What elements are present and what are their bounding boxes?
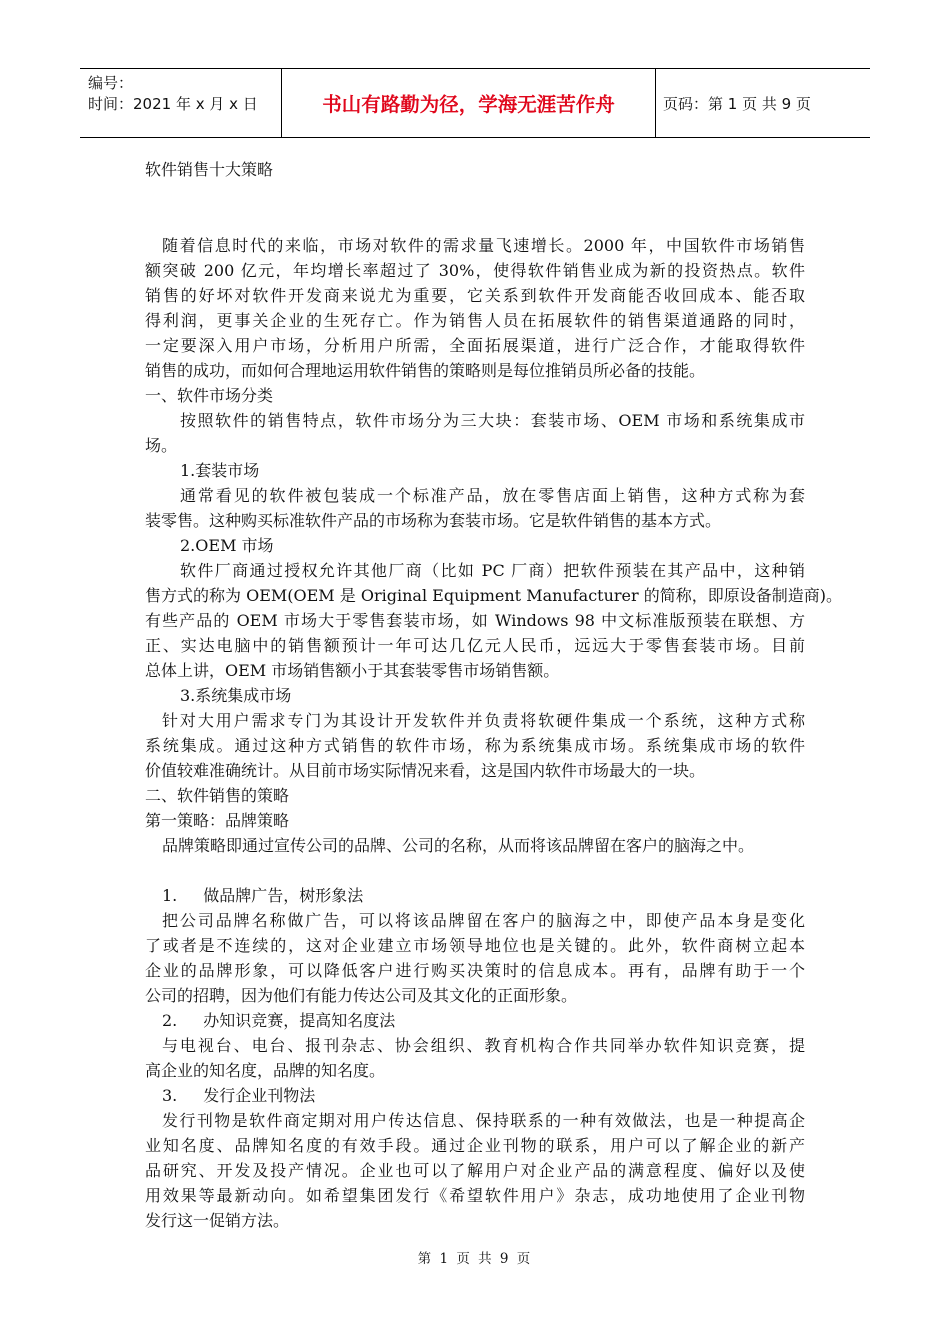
page-header xyxy=(80,68,870,138)
item-number: 1. xyxy=(162,886,178,905)
paragraph-line: 额突破 200 亿元，年均增长率超过了 30%，使得软件销售业成为新的投资热点。软件 xyxy=(145,261,805,280)
paragraph-line: 价值较难准确统计。从目前市场实际情况来看，这是国内软件市场最大的一块。 xyxy=(145,761,706,780)
header-meta xyxy=(88,73,278,115)
paragraph-line: 用效果等最新动向。如希望集团发行《希望软件用户》杂志，成功地使用了企业刊物 xyxy=(145,1186,805,1205)
paragraph-line: 软件厂商通过授权允许其他厂商（比如 PC 厂商）把软件预装在其产品中，这种销 xyxy=(180,561,805,580)
paragraph-line: 有些产品的 OEM 市场大于零售套装市场，如 Windows 98 中文标准版预装在联想、方 xyxy=(145,611,805,630)
document-title: 软件销售十大策略 xyxy=(145,160,274,179)
numbered-item xyxy=(162,1086,315,1106)
header-divider xyxy=(655,69,656,137)
paragraph-line: 发行刊物是软件商定期对用户传达信息、保持联系的一种有效做法，也是一种提高企 xyxy=(162,1111,805,1130)
paragraph-line: 通常看见的软件被包装成一个标准产品，放在零售店面上销售，这种方式称为套 xyxy=(180,486,805,505)
header-divider xyxy=(281,69,282,137)
subsection-heading: 3.系统集成市场 xyxy=(180,686,292,705)
paragraph-line: 一定要深入用户市场，分析用户所需，全面拓展渠道，进行广泛合作，才能取得软件 xyxy=(145,336,805,355)
item-label: 做品牌广告，树形象法 xyxy=(203,886,364,905)
paragraph-line: 装零售。这种购买标准软件产品的市场称为套装市场。它是软件销售的基本方式。 xyxy=(145,511,722,530)
paragraph-line: 场。 xyxy=(145,436,178,455)
numbered-item xyxy=(162,886,363,906)
document-number: 编号： xyxy=(88,74,134,92)
paragraph-line: 得利润，更事关企业的生死存亡。作为销售人员在拓展软件的销售渠道通路的同时， xyxy=(145,311,805,330)
paragraph-line: 把公司品牌名称做广告，可以将该品牌留在客户的脑海之中，即使产品本身是变化 xyxy=(162,911,805,930)
header-page-number: 页码：第 1 页 共 9 页 xyxy=(663,94,811,113)
numbered-item xyxy=(162,1011,395,1031)
paragraph-line: 企业的品牌形象，可以降低客户进行购买决策时的信息成本。再有，品牌有助于一个 xyxy=(145,961,805,980)
paragraph-line: 针对大用户需求专门为其设计开发软件并负责将软硬件集成一个系统，这种方式称 xyxy=(162,711,805,730)
paragraph-line: 总体上讲，OEM 市场销售额小于其套装零售市场销售额。 xyxy=(145,661,560,680)
header-motto: 书山有路勤为径，学海无涯苦作舟 xyxy=(322,93,615,116)
document-date: 时间：2021 年 x 月 x 日 xyxy=(88,95,258,113)
paragraph-line: 业知名度、品牌知名度的有效手段。通过企业刊物的联系，用户可以了解企业的新产 xyxy=(145,1136,805,1155)
paragraph-line: 品研究、开发及投产情况。企业也可以了解用户对企业产品的满意程度、偏好以及使 xyxy=(145,1161,805,1180)
paragraph-line: 正、实达电脑中的销售额预计一年可达几亿元人民币，远远大于零售套装市场。目前 xyxy=(145,636,805,655)
item-label: 发行企业刊物法 xyxy=(203,1086,316,1105)
item-label: 办知识竞赛，提高知名度法 xyxy=(203,1011,396,1030)
page-footer: 第 1 页 共 9 页 xyxy=(417,1251,533,1267)
subsection-heading: 1.套装市场 xyxy=(180,461,260,480)
paragraph-line: 售方式的称为 OEM(OEM 是 Original Equipment Manufacturer 的简称，即原设备制造商)。 xyxy=(145,586,842,605)
paragraph-line: 了或者是不连续的，这对企业建立市场领导地位也是关键的。此外，软件商树立起本 xyxy=(145,936,805,955)
paragraph-line: 与电视台、电台、报刊杂志、协会组织、教育机构合作共同举办软件知识竞赛，提 xyxy=(162,1036,805,1055)
paragraph-line: 按照软件的销售特点，软件市场分为三大块：套装市场、OEM 市场和系统集成市 xyxy=(180,411,805,430)
paragraph-line: 随着信息时代的来临，市场对软件的需求量飞速增长。2000 年，中国软件市场销售 xyxy=(162,236,805,255)
paragraph-line: 公司的招聘，因为他们有能力传达公司及其文化的正面形象。 xyxy=(145,986,578,1005)
item-number: 2. xyxy=(162,1011,178,1030)
paragraph-line: 销售的成功，而如何合理地运用软件销售的策略则是每位推销员所必备的技能。 xyxy=(145,361,706,380)
paragraph-line: 发行这一促销方法。 xyxy=(145,1211,290,1230)
section-heading: 二、软件销售的策略 xyxy=(145,786,290,805)
strategy-heading: 第一策略：品牌策略 xyxy=(145,811,290,830)
paragraph-line: 品牌策略即通过宣传公司的品牌、公司的名称，从而将该品牌留在客户的脑海之中。 xyxy=(162,836,755,855)
section-heading: 一、软件市场分类 xyxy=(145,386,274,405)
paragraph-line: 销售的好坏对软件开发商来说尤为重要，它关系到软件开发商能否收回成本、能否取 xyxy=(145,286,805,305)
paragraph-line: 高企业的知名度，品牌的知名度。 xyxy=(145,1061,386,1080)
item-number: 3. xyxy=(162,1086,178,1105)
paragraph-line: 系统集成。通过这种方式销售的软件市场，称为系统集成市场。系统集成市场的软件 xyxy=(145,736,805,755)
subsection-heading: 2.OEM 市场 xyxy=(180,536,274,555)
